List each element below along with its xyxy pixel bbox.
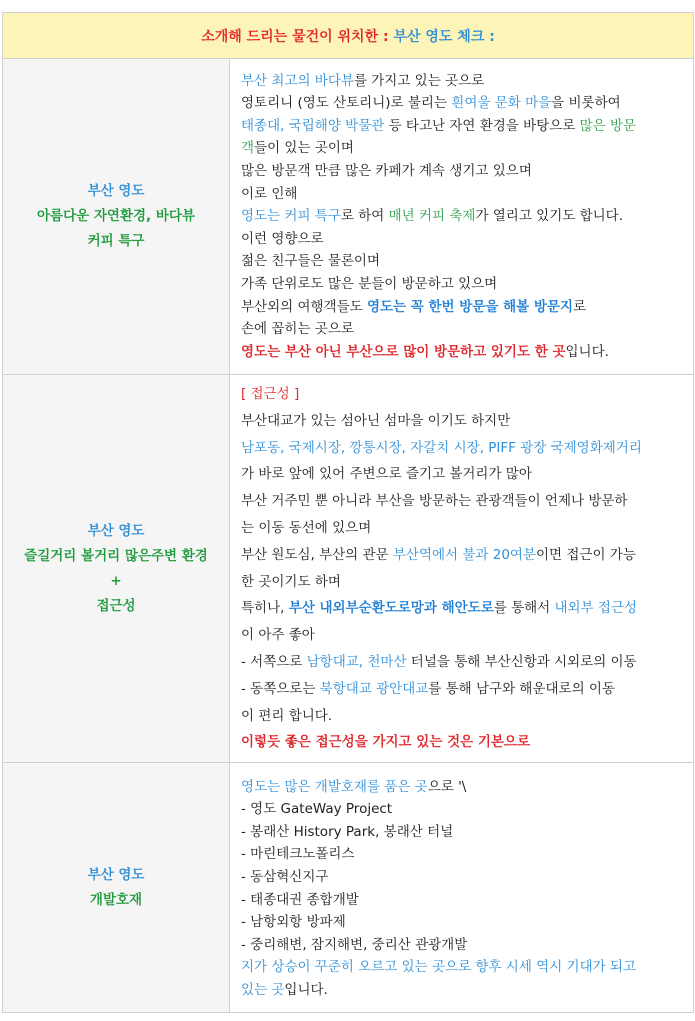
row-label-development (3, 763, 230, 1013)
content-line (241, 866, 685, 889)
row-label-nature (3, 59, 230, 375)
content-text: 영도는 커피 특구 (241, 208, 341, 225)
row-label-line: 즐길거리 볼거리 많은주변 환경 (24, 547, 208, 564)
content-text: 있는 곳 (241, 982, 285, 999)
row-label-line: + (110, 572, 122, 589)
content-line (241, 70, 685, 93)
content-text: 등 타고난 자연 환경을 바탕으로 (384, 117, 580, 134)
content-text: 부산외의 여행객들도 (241, 298, 367, 315)
content-text: 는 이동 동선에 있으며 (241, 519, 372, 536)
content-text: 남포동, 국제시장, 깡통시장, 자갈치 시장, PIFF 광장 국제영화제거리 (241, 439, 642, 456)
content-text: 부산대교가 있는 섬아닌 섬마을 이기도 하지만 (241, 412, 511, 429)
content-text: 으로 '\ (427, 778, 467, 795)
content-text: - 마린테크노폴리스 (241, 846, 355, 863)
content-text: 을 비롯하여 (551, 95, 621, 112)
content-line (241, 435, 685, 462)
content-line (241, 341, 685, 364)
content-text: 내외부 접근성 (554, 600, 638, 617)
content-text: 가 열리고 있기도 합니다. (475, 208, 624, 225)
content-text: 북항대교 광안대교 (319, 680, 429, 697)
content-text: - 봉래산 History Park, 봉래산 터널 (241, 823, 454, 840)
row-label-line: 부산 영도 (87, 183, 145, 199)
content-text: 매년 커피 축제 (388, 208, 476, 225)
location-info-table-wrapper (2, 12, 693, 1013)
content-text: [ 접근성 ] (241, 386, 300, 402)
content-text: - 중리해변, 잠지해변, 중리산 관광개발 (241, 936, 468, 953)
row-label-line: 부산 영도 (87, 522, 145, 539)
content-text: 부산 최고의 바다뷰 (241, 72, 354, 89)
content-text: - 태종대권 종합개발 (241, 891, 359, 908)
content-text: 부산 원도심, 부산의 관문 (241, 546, 393, 563)
content-line (241, 729, 685, 756)
content-line (241, 595, 685, 622)
row-label-line: 커피 특구 (87, 233, 145, 249)
content-line (241, 956, 685, 979)
content-line (241, 461, 685, 488)
content-line (241, 821, 685, 844)
table-row-access (3, 375, 694, 763)
content-line (241, 622, 685, 649)
content-text: - 동삼혁신지구 (241, 869, 329, 886)
content-text: 객 (241, 140, 255, 157)
header-text-intro: 소개해 드리는 물건이 위치한 : (201, 28, 394, 45)
content-line (241, 798, 685, 821)
content-line (241, 381, 685, 408)
content-line (241, 250, 685, 273)
content-line (241, 911, 685, 934)
content-line (241, 296, 685, 319)
content-text: - 서쪽으로 (241, 653, 307, 670)
content-text: 부산 내외부순환도로망과 해안도로 (288, 600, 494, 617)
location-info-table (2, 12, 694, 1013)
row-label-line: 아름다운 자연환경, 바다뷰 (37, 208, 195, 224)
table-header (3, 13, 694, 59)
content-text: 영토리니 (영도 산토리니)로 불리는 (241, 95, 452, 112)
content-text: 가족 단위로도 많은 분들이 방문하고 있으며 (241, 275, 498, 292)
content-text: 이면 접근이 가능 (536, 546, 636, 563)
row-content-development (230, 763, 694, 1013)
content-line (241, 160, 685, 183)
content-text: 부산역에서 불과 20여분 (392, 546, 537, 563)
content-text: 이 편리 합니다. (241, 707, 333, 724)
content-text: 특히나, (241, 600, 289, 617)
content-line (241, 273, 685, 296)
content-text: 들이 있는 곳이며 (254, 140, 354, 157)
content-text: 손에 꼽히는 곳으로 (241, 321, 354, 338)
content-text: 한 곳이기도 하며 (241, 573, 341, 590)
content-line (241, 889, 685, 912)
content-text: 영도는 꼭 한번 방문을 해볼 방문지 (366, 298, 574, 315)
content-line (241, 569, 685, 596)
content-line (241, 979, 685, 1002)
content-line (241, 649, 685, 676)
content-text: 영도는 많은 개발호재를 품은 곳 (241, 778, 428, 795)
table-row-nature (3, 59, 694, 375)
content-text: - 동쪽으로는 (241, 680, 320, 697)
content-line (241, 318, 685, 341)
content-line (241, 92, 685, 115)
content-text: 영도는 부산 아닌 부산으로 많이 방문하고 있기도 한 곳 (241, 343, 566, 360)
row-label-access (3, 375, 230, 763)
content-line (241, 703, 685, 730)
content-text: 많은 방문객 만큼 많은 카페가 계속 생기고 있으며 (241, 163, 532, 180)
content-text: 이런 영향으로 (241, 230, 324, 247)
content-line (241, 934, 685, 957)
content-text: 이렇듯 좋은 접근성을 가지고 있는 것은 기본으로 (241, 734, 531, 751)
content-text: - 남항외항 방파제 (241, 914, 346, 931)
row-label-line: 부산 영도 (87, 866, 145, 883)
content-line (241, 183, 685, 206)
content-text: 를 통해 남구와 해운대로의 이동 (428, 680, 615, 697)
content-text: 입니다. (565, 343, 609, 360)
content-line (241, 115, 685, 138)
table-row-development (3, 763, 694, 1013)
row-label-line: 접근성 (96, 597, 136, 614)
content-text: 로 (573, 298, 587, 315)
content-line (241, 205, 685, 228)
content-text: 지가 상승이 꾸준히 오르고 있는 곳으로 향후 시세 역시 기대가 되고 (241, 959, 637, 976)
content-text: 이로 인해 (241, 185, 298, 202)
table-header-row (3, 13, 694, 59)
content-text: 젊은 친구들은 물론이며 (241, 253, 380, 270)
content-text: 이 아주 좋아 (241, 627, 315, 644)
content-text: 터널을 통해 부산신항과 시외로의 이동 (406, 653, 637, 670)
content-text: 부산 거주민 뿐 아니라 부산을 방문하는 관광객들이 언제나 방문하 (241, 493, 628, 510)
content-text: 태종대, 국립해양 박물관 (241, 117, 385, 134)
content-text: 를 가지고 있는 곳으로 (353, 72, 485, 89)
row-content-nature (230, 59, 694, 375)
content-text: 흰여울 문화 마을 (451, 95, 552, 112)
content-text: 로 하여 (340, 208, 389, 225)
row-content-access (230, 375, 694, 763)
content-text: 를 통해서 (493, 600, 555, 617)
content-text: 가 바로 앞에 있어 주변으로 즐기고 볼거리가 많아 (241, 466, 532, 483)
content-text: 입니다. (284, 982, 328, 999)
content-line (241, 843, 685, 866)
content-text: 남항대교, 천마산 (306, 653, 407, 670)
content-text: 많은 방문 (579, 117, 637, 134)
content-line (241, 137, 685, 160)
content-line (241, 228, 685, 251)
content-line (241, 676, 685, 703)
content-line (241, 488, 685, 515)
content-line (241, 542, 685, 569)
content-text: - 영도 GateWay Project (241, 801, 393, 818)
content-line (241, 408, 685, 435)
header-text-title: 부산 영도 체크 : (393, 28, 495, 45)
content-line (241, 515, 685, 542)
content-line (241, 776, 685, 799)
row-label-line: 개발호재 (89, 891, 143, 908)
